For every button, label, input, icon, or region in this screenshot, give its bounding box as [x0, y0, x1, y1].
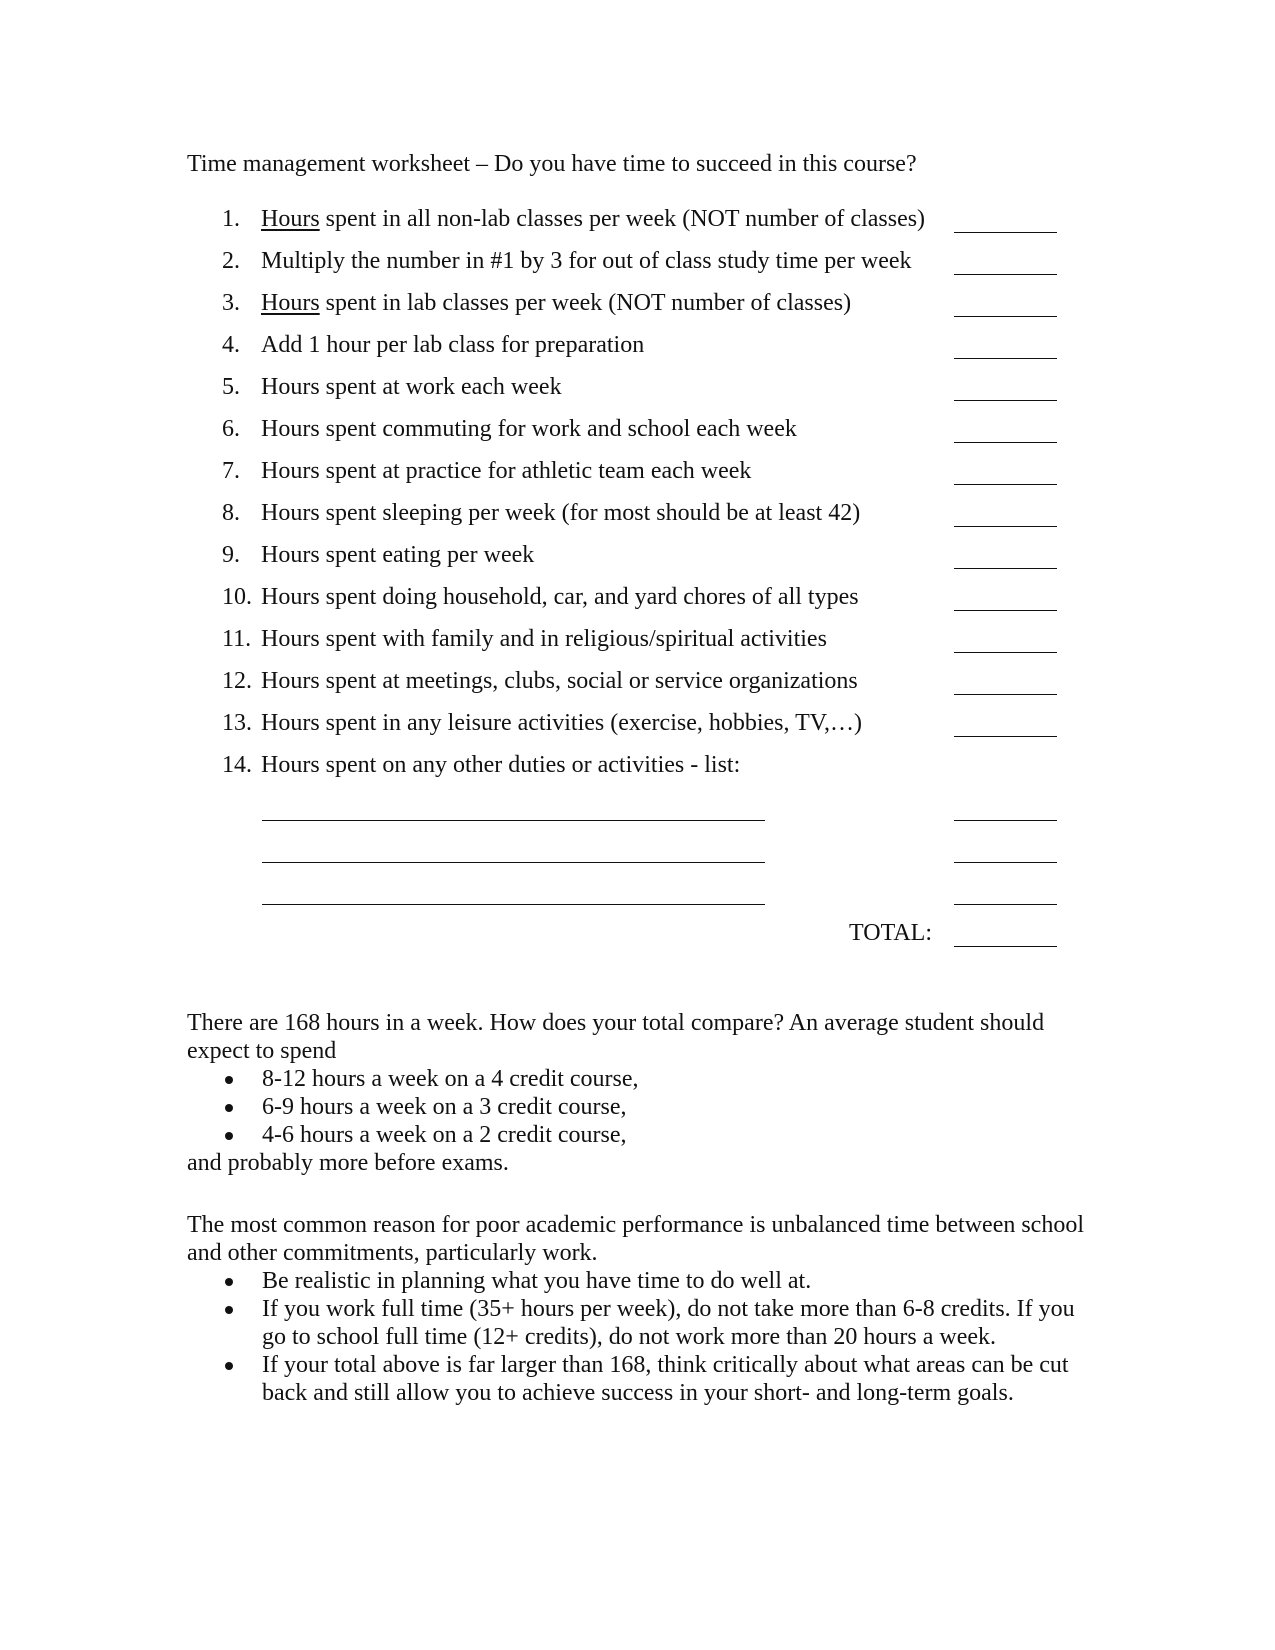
item-text: Hours spent at meetings, clubs, social or service organizations — [261, 668, 858, 694]
item-rest: spent in all non-lab classes per week (NOT number of classes) — [319, 206, 926, 232]
worksheet-item — [222, 373, 1058, 403]
worksheet-item — [222, 625, 1058, 655]
list-item-text: If your total above is far larger than 168, think critically about what areas can be cut back and still allow you to achieve success in your short- and long-term goals. — [262, 1352, 1069, 1406]
item-number: 6. — [222, 416, 240, 442]
bullet-icon — [225, 1278, 233, 1286]
worksheet-item — [222, 709, 1058, 739]
item-text — [261, 289, 851, 317]
answer-blank[interactable] — [954, 460, 1057, 485]
list-item — [187, 1267, 1087, 1295]
advice-intro: The most common reason for poor academic performance is unbalanced time between school and other commitments, particularly work. — [187, 1212, 1084, 1266]
other-activity-row — [222, 793, 1058, 823]
bullet-icon — [225, 1104, 233, 1112]
list-item-text: 4-6 hours a week on a 2 credit course, — [262, 1122, 627, 1148]
answer-blank[interactable] — [954, 670, 1057, 695]
other-activity-row — [222, 835, 1058, 865]
bullet-icon — [225, 1306, 233, 1314]
list-item-text: Be realistic in planning what you have time to do well at. — [262, 1268, 812, 1294]
item-number: 5. — [222, 374, 240, 400]
answer-blank[interactable] — [954, 796, 1057, 821]
item-text: Add 1 hour per lab class for preparation — [261, 332, 645, 358]
item-text: Hours spent commuting for work and school each week — [261, 416, 797, 442]
item-number: 10. — [222, 584, 252, 610]
item-text: Hours spent eating per week — [261, 542, 535, 568]
activity-name-blank[interactable] — [262, 838, 765, 863]
item-text: Hours spent at practice for athletic team each week — [261, 458, 752, 484]
bullet-icon — [225, 1132, 233, 1140]
item-text: Hours spent doing household, car, and yard chores of all types — [261, 584, 859, 610]
list-item-text: If you work full time (35+ hours per week), do not take more than 6-8 credits. If you go to school full time (12+ credits), do not work more than 20 hours a week. — [262, 1296, 1075, 1350]
other-activity-row — [222, 877, 1058, 907]
bullet-icon — [225, 1362, 233, 1370]
list-item — [187, 1065, 1087, 1093]
comparison-outro: and probably more before exams. — [187, 1150, 509, 1176]
item-lead: Hours — [261, 290, 320, 316]
bullet-icon — [225, 1076, 233, 1084]
answer-blank[interactable] — [954, 418, 1057, 443]
worksheet-item — [222, 499, 1058, 529]
answer-blank[interactable] — [954, 334, 1057, 359]
list-item — [187, 1121, 1087, 1149]
worksheet-item — [222, 205, 1058, 235]
activity-name-blank[interactable] — [262, 796, 765, 821]
item-text: Hours spent on any other duties or activities - list: — [261, 752, 741, 778]
item-number: 1. — [222, 206, 240, 232]
list-item — [187, 1295, 1087, 1351]
worksheet-item — [222, 667, 1058, 697]
answer-blank[interactable] — [954, 586, 1057, 611]
item-number: 8. — [222, 500, 240, 526]
total-label: TOTAL: — [849, 920, 932, 946]
comparison-list — [187, 1065, 1087, 1149]
item-number: 9. — [222, 542, 240, 568]
list-item-text: 6-9 hours a week on a 3 credit course, — [262, 1094, 627, 1120]
worksheet-item — [222, 247, 1058, 277]
answer-blank[interactable] — [954, 502, 1057, 527]
list-item-text: 8-12 hours a week on a 4 credit course, — [262, 1066, 639, 1092]
answer-blank[interactable] — [954, 208, 1057, 233]
item-text: Multiply the number in #1 by 3 for out of class study time per week — [261, 248, 912, 274]
worksheet-item — [222, 751, 1058, 781]
list-item — [187, 1351, 1087, 1407]
item-number: 3. — [222, 290, 240, 316]
answer-blank[interactable] — [954, 376, 1057, 401]
worksheet-item — [222, 289, 1058, 319]
answer-blank[interactable] — [954, 838, 1057, 863]
worksheet-item — [222, 415, 1058, 445]
item-text: Hours spent with family and in religious/spiritual activities — [261, 626, 827, 652]
total-blank[interactable] — [954, 922, 1057, 947]
answer-blank[interactable] — [954, 292, 1057, 317]
item-text — [261, 205, 925, 233]
list-item — [187, 1093, 1087, 1121]
answer-blank[interactable] — [954, 250, 1057, 275]
item-number: 7. — [222, 458, 240, 484]
worksheet-item — [222, 457, 1058, 487]
item-lead: Hours — [261, 206, 320, 232]
answer-blank[interactable] — [954, 880, 1057, 905]
worksheet-item — [222, 583, 1058, 613]
item-text: Hours spent sleeping per week (for most should be at least 42) — [261, 500, 861, 526]
item-text: Hours spent in any leisure activities (exercise, hobbies, TV,…) — [261, 710, 862, 736]
item-number: 12. — [222, 668, 252, 694]
worksheet-item — [222, 331, 1058, 361]
comparison-section — [187, 1009, 1087, 1177]
item-number: 11. — [222, 626, 252, 652]
activity-name-blank[interactable] — [262, 880, 765, 905]
worksheet-title: Time management worksheet – Do you have time to succeed in this course? — [187, 151, 917, 177]
comparison-intro: There are 168 hours in a week. How does your total compare? An average student should expect to spend — [187, 1010, 1045, 1064]
advice-section — [187, 1211, 1087, 1407]
item-rest: spent in lab classes per week (NOT number of classes) — [319, 290, 852, 316]
item-number: 4. — [222, 332, 240, 358]
total-row — [222, 919, 1058, 949]
item-number: 13. — [222, 710, 252, 736]
worksheet-item — [222, 541, 1058, 571]
answer-blank[interactable] — [954, 628, 1057, 653]
advice-list — [187, 1267, 1087, 1407]
item-text: Hours spent at work each week — [261, 374, 562, 400]
item-number: 14. — [222, 752, 252, 778]
answer-blank[interactable] — [954, 544, 1057, 569]
item-number: 2. — [222, 248, 240, 274]
answer-blank[interactable] — [954, 712, 1057, 737]
